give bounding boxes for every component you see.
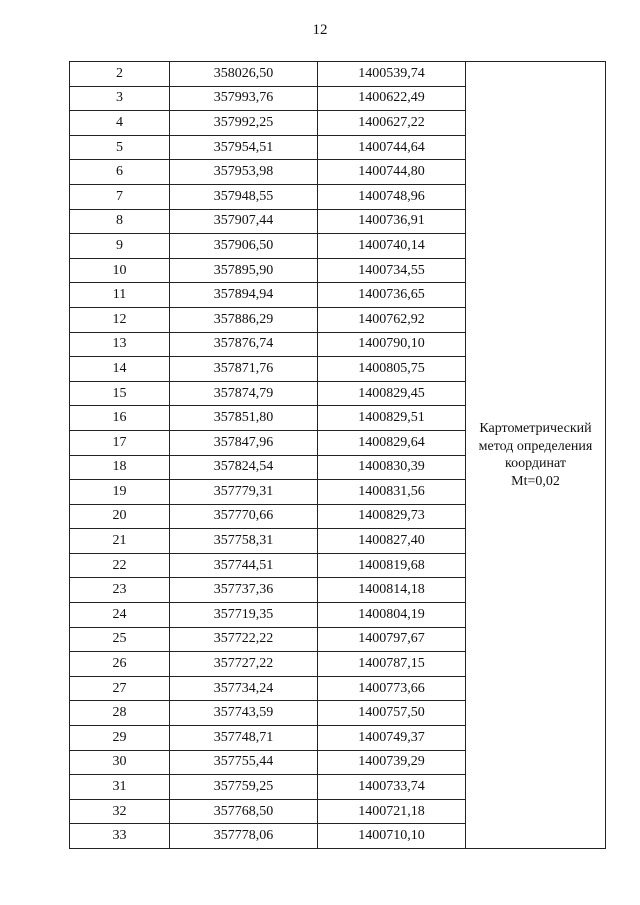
- point-number-cell: 20: [70, 504, 170, 529]
- point-number-cell: 23: [70, 578, 170, 603]
- y-coordinate-cell: 1400740,14: [318, 234, 466, 259]
- method-text-line2: метод определения: [478, 438, 593, 454]
- point-number-cell: 31: [70, 775, 170, 800]
- x-coordinate-cell: 357992,25: [170, 111, 318, 136]
- point-number-cell: 32: [70, 799, 170, 824]
- y-coordinate-cell: 1400773,66: [318, 676, 466, 701]
- table-row: [70, 62, 606, 87]
- y-coordinate-cell: 1400829,64: [318, 430, 466, 455]
- x-coordinate-cell: 357876,74: [170, 332, 318, 357]
- x-coordinate-cell: 357779,31: [170, 480, 318, 505]
- y-coordinate-cell: 1400721,18: [318, 799, 466, 824]
- x-coordinate-cell: 357770,66: [170, 504, 318, 529]
- y-coordinate-cell: 1400814,18: [318, 578, 466, 603]
- y-coordinate-cell: 1400831,56: [318, 480, 466, 505]
- point-number-cell: 19: [70, 480, 170, 505]
- y-coordinate-cell: 1400829,73: [318, 504, 466, 529]
- point-number-cell: 8: [70, 209, 170, 234]
- y-coordinate-cell: 1400829,51: [318, 406, 466, 431]
- x-coordinate-cell: 357886,29: [170, 307, 318, 332]
- page-number: 12: [312, 22, 328, 38]
- y-coordinate-cell: 1400805,75: [318, 357, 466, 382]
- point-number-cell: 15: [70, 381, 170, 406]
- method-text-line1: Картометрический: [479, 421, 592, 436]
- y-coordinate-cell: 1400733,74: [318, 775, 466, 800]
- point-number-cell: 29: [70, 726, 170, 751]
- x-coordinate-cell: 357948,55: [170, 184, 318, 209]
- y-coordinate-cell: 1400804,19: [318, 603, 466, 628]
- x-coordinate-cell: 357871,76: [170, 357, 318, 382]
- point-number-cell: 9: [70, 234, 170, 259]
- x-coordinate-cell: 357953,98: [170, 160, 318, 185]
- y-coordinate-cell: 1400736,65: [318, 283, 466, 308]
- x-coordinate-cell: 357744,51: [170, 553, 318, 578]
- point-number-cell: 33: [70, 824, 170, 849]
- x-coordinate-cell: 357954,51: [170, 135, 318, 160]
- x-coordinate-cell: 357894,94: [170, 283, 318, 308]
- point-number-cell: 24: [70, 603, 170, 628]
- point-number-cell: 13: [70, 332, 170, 357]
- x-coordinate-cell: 357847,96: [170, 430, 318, 455]
- y-coordinate-cell: 1400622,49: [318, 86, 466, 111]
- point-number-cell: 22: [70, 553, 170, 578]
- y-coordinate-cell: 1400734,55: [318, 258, 466, 283]
- point-number-cell: 26: [70, 652, 170, 677]
- point-number-cell: 18: [70, 455, 170, 480]
- point-number-cell: 11: [70, 283, 170, 308]
- x-coordinate-cell: 357993,76: [170, 86, 318, 111]
- x-coordinate-cell: 357874,79: [170, 381, 318, 406]
- x-coordinate-cell: 357755,44: [170, 750, 318, 775]
- x-coordinate-cell: 357719,35: [170, 603, 318, 628]
- point-number-cell: 27: [70, 676, 170, 701]
- x-coordinate-cell: 357906,50: [170, 234, 318, 259]
- point-number-cell: 5: [70, 135, 170, 160]
- point-number-cell: 21: [70, 529, 170, 554]
- y-coordinate-cell: 1400829,45: [318, 381, 466, 406]
- method-text-line3: координат: [505, 456, 566, 471]
- point-number-cell: 10: [70, 258, 170, 283]
- x-coordinate-cell: 357758,31: [170, 529, 318, 554]
- x-coordinate-cell: 357727,22: [170, 652, 318, 677]
- x-coordinate-cell: 357851,80: [170, 406, 318, 431]
- point-number-cell: 6: [70, 160, 170, 185]
- y-coordinate-cell: 1400790,10: [318, 332, 466, 357]
- x-coordinate-cell: 357824,54: [170, 455, 318, 480]
- y-coordinate-cell: 1400744,80: [318, 160, 466, 185]
- x-coordinate-cell: 357743,59: [170, 701, 318, 726]
- y-coordinate-cell: 1400710,10: [318, 824, 466, 849]
- y-coordinate-cell: 1400539,74: [318, 62, 466, 87]
- x-coordinate-cell: 357722,22: [170, 627, 318, 652]
- x-coordinate-cell: 357748,71: [170, 726, 318, 751]
- x-coordinate-cell: 357768,50: [170, 799, 318, 824]
- y-coordinate-cell: 1400762,92: [318, 307, 466, 332]
- point-number-cell: 3: [70, 86, 170, 111]
- y-coordinate-cell: 1400744,64: [318, 135, 466, 160]
- x-coordinate-cell: 357778,06: [170, 824, 318, 849]
- y-coordinate-cell: 1400830,39: [318, 455, 466, 480]
- point-number-cell: 14: [70, 357, 170, 382]
- method-cell: [466, 62, 606, 849]
- y-coordinate-cell: 1400749,37: [318, 726, 466, 751]
- x-coordinate-cell: 357759,25: [170, 775, 318, 800]
- y-coordinate-cell: 1400627,22: [318, 111, 466, 136]
- y-coordinate-cell: 1400736,91: [318, 209, 466, 234]
- coordinates-table: [69, 61, 606, 849]
- y-coordinate-cell: 1400819,68: [318, 553, 466, 578]
- x-coordinate-cell: 357734,24: [170, 676, 318, 701]
- point-number-cell: 25: [70, 627, 170, 652]
- method-text-line4: Mt=0,02: [511, 473, 560, 489]
- point-number-cell: 7: [70, 184, 170, 209]
- point-number-cell: 2: [70, 62, 170, 87]
- y-coordinate-cell: 1400748,96: [318, 184, 466, 209]
- point-number-cell: 16: [70, 406, 170, 431]
- y-coordinate-cell: 1400827,40: [318, 529, 466, 554]
- x-coordinate-cell: 357907,44: [170, 209, 318, 234]
- y-coordinate-cell: 1400757,50: [318, 701, 466, 726]
- x-coordinate-cell: 357737,36: [170, 578, 318, 603]
- point-number-cell: 17: [70, 430, 170, 455]
- x-coordinate-cell: 357895,90: [170, 258, 318, 283]
- y-coordinate-cell: 1400739,29: [318, 750, 466, 775]
- point-number-cell: 12: [70, 307, 170, 332]
- coordinates-table-body: [70, 62, 606, 849]
- y-coordinate-cell: 1400787,15: [318, 652, 466, 677]
- x-coordinate-cell: 358026,50: [170, 62, 318, 87]
- y-coordinate-cell: 1400797,67: [318, 627, 466, 652]
- point-number-cell: 4: [70, 111, 170, 136]
- point-number-cell: 28: [70, 701, 170, 726]
- point-number-cell: 30: [70, 750, 170, 775]
